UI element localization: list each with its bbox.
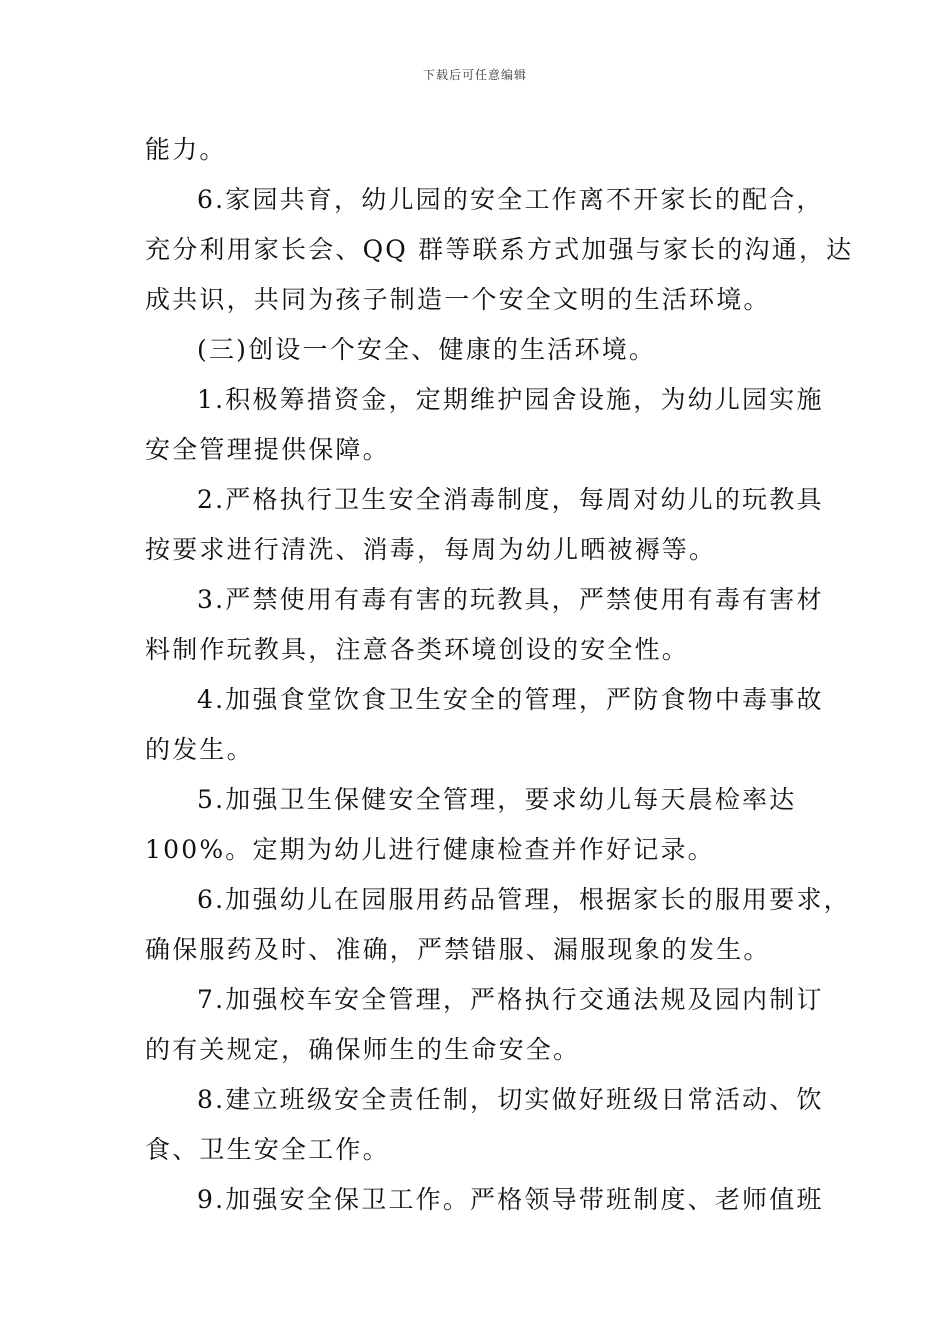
header-note: 下载后可任意编辑 <box>422 68 527 82</box>
section-heading: (三)创设一个安全、健康的生活环境。 <box>197 335 657 364</box>
paragraph-line: 确保服药及时、准确，严禁错服、漏服现象的发生。 <box>145 935 771 964</box>
paragraph-line: 6.家园共育，幼儿园的安全工作离不开家长的配合， <box>197 185 824 214</box>
paragraph-line: 3.严禁使用有毒有害的玩教具，严禁使用有毒有害材 <box>197 585 824 614</box>
paragraph-line: 的发生。 <box>145 735 254 764</box>
paragraph-line: 料制作玩教具，注意各类环境创设的安全性。 <box>145 635 690 664</box>
paragraph-line: 食、卫生安全工作。 <box>145 1135 390 1164</box>
paragraph-line: 的有关规定，确保师生的生命安全。 <box>145 1035 581 1064</box>
paragraph-line: 1.积极筹措资金，定期维护园舍设施，为幼儿园实施 <box>197 385 824 414</box>
paragraph-line: 8.建立班级安全责任制，切实做好班级日常活动、饮 <box>197 1085 824 1114</box>
paragraph-line: 安全管理提供保障。 <box>145 435 390 464</box>
paragraph-line: 6.加强幼儿在园服用药品管理，根据家长的服用要求， <box>197 885 851 914</box>
paragraph-line: 100%。定期为幼儿进行健康检查并作好记录。 <box>145 835 715 864</box>
paragraph-line: 能力。 <box>145 135 227 164</box>
paragraph-line: 9.加强安全保卫工作。严格领导带班制度、老师值班 <box>197 1185 824 1214</box>
paragraph-line: 4.加强食堂饮食卫生安全的管理，严防食物中毒事故 <box>197 685 824 714</box>
paragraph-line: 充分利用家长会、QQ 群等联系方式加强与家长的沟通，达 <box>145 235 854 264</box>
paragraph-line: 按要求进行清洗、消毒，每周为幼儿晒被褥等。 <box>145 535 717 564</box>
paragraph-line: 7.加强校车安全管理，严格执行交通法规及园内制订 <box>197 985 824 1014</box>
paragraph-line: 2.严格执行卫生安全消毒制度，每周对幼儿的玩教具 <box>197 485 824 514</box>
paragraph-line: 成共识，共同为孩子制造一个安全文明的生活环境。 <box>145 285 771 314</box>
paragraph-line: 5.加强卫生保健安全管理，要求幼儿每天晨检率达 <box>197 785 797 814</box>
